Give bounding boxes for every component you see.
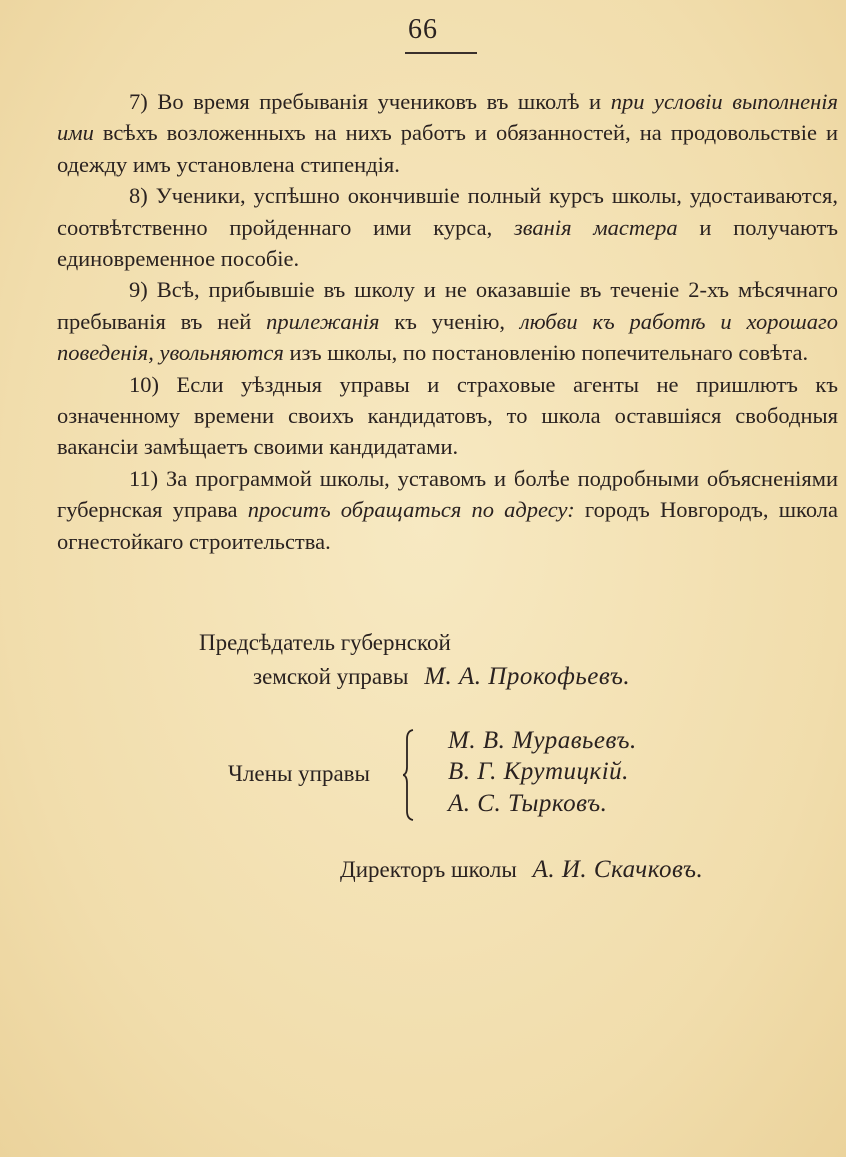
director-line xyxy=(340,856,703,884)
director-name: А. И. Скачковъ. xyxy=(532,856,704,883)
paragraph-text: городъ Новгородъ, школа огнестойкаго строительства. xyxy=(57,497,839,554)
chairman-name: М. А. Прокофьевъ. xyxy=(424,663,631,690)
members-label: Члены управы xyxy=(228,761,370,786)
emphasized-text: любви къ работѣ и хорошаго поведенія, увольняются xyxy=(57,308,838,366)
chairman-title-line1: Предсѣдатель губернской xyxy=(199,630,451,655)
paragraph-text: Всѣ, прибывшіе въ школу и не оказавшіе въ теченіе 2-хъ мѣсячнаго пребыванія въ ней xyxy=(57,277,839,334)
member-name-2: В. Г. Крутицкій. xyxy=(448,758,629,785)
paragraph-text: Если уѣздныя управы и страховые агенты не пришлютъ къ означенному времени своихъ кандидатовъ, то школа оставшіяся свободныя вакансіи замѣщаетъ своими кандидатами. xyxy=(57,371,838,460)
paragraph-number: 8) xyxy=(129,183,148,209)
emphasized-text: при условіи выполненія ими xyxy=(57,89,838,146)
paragraph-number: 7) xyxy=(129,89,148,114)
paragraph-text: изъ школы, по постановленію попечительнаго совѣта. xyxy=(283,340,809,366)
chairman-title-line2 xyxy=(253,663,630,691)
paragraph-number: 11) xyxy=(129,465,159,491)
paragraph-number: 9) xyxy=(129,277,148,303)
paragraph-text: къ ученію, xyxy=(379,308,520,334)
paragraph-text: За программой школы, уставомъ и болѣе подробными объясненіями губернская управа xyxy=(57,465,838,523)
emphasized-text: проситъ обращаться по адресу: xyxy=(247,497,575,523)
emphasized-text: званія мастера xyxy=(514,214,678,240)
paragraph-text: и получаютъ единовременное пособіе. xyxy=(57,214,838,272)
chairman-title-text: земской управы xyxy=(253,664,409,689)
member-name-3: А. С. Тырковъ. xyxy=(448,790,608,817)
director-title: Директоръ школы xyxy=(340,857,517,882)
paragraph-text: Ученики, успѣшно окончившіе полный курсъ школы, удостаиваются, соотвѣтственно пройденнаго ими курса, xyxy=(57,183,839,240)
paragraph-text: всѣхъ возложенныхъ на нихъ работъ и обязанностей, на продовольствіе и одежду имъ установлена стипендія. xyxy=(57,120,838,177)
paragraph-number: 10) xyxy=(129,371,159,397)
page-number: 66 xyxy=(408,14,438,45)
members-brace xyxy=(403,729,417,821)
paragraph-text: Во время пребыванія учениковъ въ школѣ и xyxy=(157,89,611,114)
member-name-1: М. В. Муравьевъ. xyxy=(448,727,637,754)
emphasized-text: прилежанія xyxy=(266,308,380,334)
